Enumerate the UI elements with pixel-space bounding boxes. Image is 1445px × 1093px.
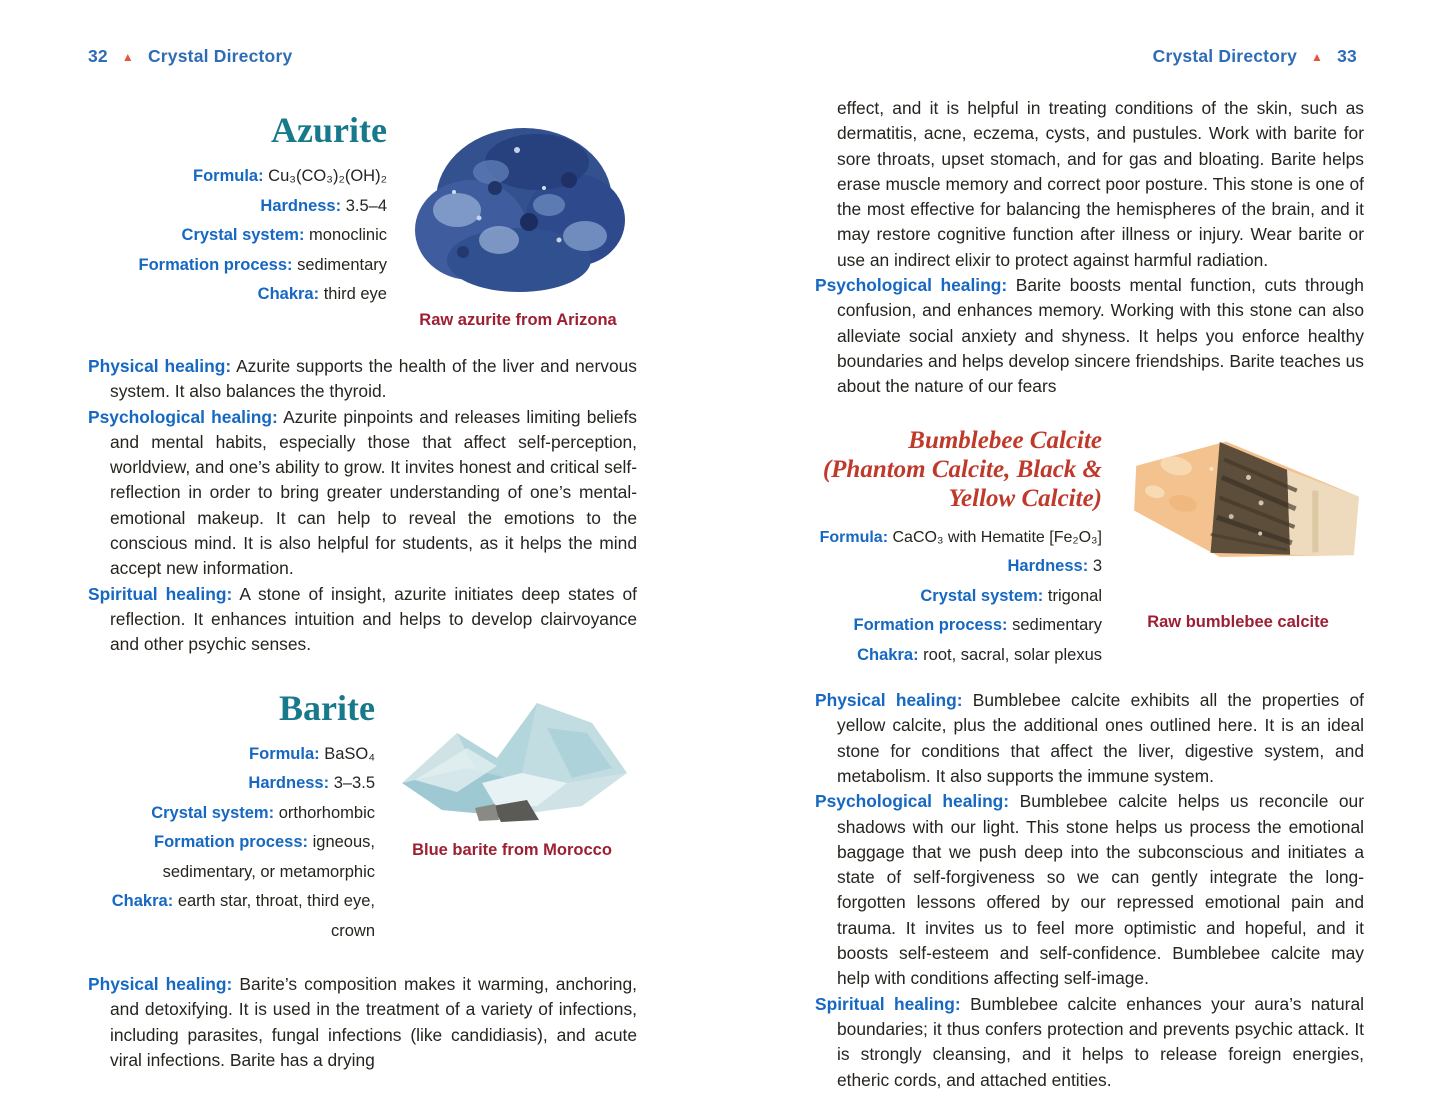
paragraph-text: Azurite pinpoints and releases limiting beliefs and mental habits, especially those that affect self-perception, worldview, and one’s ability to grow. It invites honest and critical self-reflection in order to bring greater understanding of one’s mental-emotional makeup. It can help to reveal the emotions to the conscious mind. It is also helpful for students, as it helps the mind accept new information. xyxy=(110,406,637,579)
bumblebee-caption: Raw bumblebee calcite xyxy=(1147,612,1329,631)
paragraph-text: Bumblebee calcite exhibits all the properties of yellow calcite, plus the additional ones outlined here. It is an ideal stone for conditions that affect the liver, digestive system, and metabolism. It also supports the immune system. xyxy=(837,690,1364,786)
paragraph-text: effect, and it is helpful in treating conditions of the skin, such as dermatitis, acne, eczema, cysts, and pustules. Work with barite for sore throats, upset stomach, and for gas and bloating. Barite helps erase muscle memory and correct poor posture. This stone is one of the most effective for balancing the hemispheres of the brain, and it may restore cognitive function after illness or injury. Wear barite or use an indirect elixir to protect against harmful radiation. xyxy=(837,98,1364,270)
property-value: root, sacral, solar plexus xyxy=(923,645,1102,664)
paragraph-label: Physical healing: xyxy=(88,356,232,376)
psychological-healing-paragraph xyxy=(815,273,1364,399)
barite-entry xyxy=(88,688,637,947)
continuation-paragraph xyxy=(815,96,1364,273)
property-line xyxy=(815,611,1102,641)
physical-healing-paragraph xyxy=(815,688,1364,789)
property-line xyxy=(88,769,375,799)
paragraph-label: Psychological healing: xyxy=(815,791,1010,812)
page-number-left: 32 xyxy=(88,46,108,66)
paragraph-text: Barite’s composition makes it warming, anchoring, and detoxifying. It is used in the treatment of a variety of infections, including parasites, fungal infections (like candidiasis), and acute viral infections. Barite has a drying xyxy=(110,974,637,1070)
property-label: Crystal system: xyxy=(181,226,305,244)
property-value: sedimentary xyxy=(297,255,387,274)
barite-caption: Blue barite from Morocco xyxy=(412,840,612,859)
barite-paragraphs-right xyxy=(815,96,1364,400)
property-value: 3–3.5 xyxy=(333,774,375,793)
left-page-column xyxy=(88,96,637,1073)
property-line xyxy=(88,162,387,192)
property-value: CaCO₃ with Hematite [Fe₂O₃] xyxy=(892,528,1102,546)
triangle-icon: ▲ xyxy=(1311,50,1324,64)
bumblebee-calcite-entry xyxy=(815,426,1364,671)
property-value: igneous, sedimentary, or metamorphic xyxy=(162,833,375,881)
property-label: Chakra: xyxy=(111,892,174,911)
property-value: 3.5–4 xyxy=(345,196,387,215)
page-number-right: 33 xyxy=(1337,46,1357,66)
psychological-healing-paragraph xyxy=(88,405,637,582)
property-label: Hardness: xyxy=(248,774,330,793)
page-header-left xyxy=(88,46,292,67)
azurite-entry xyxy=(88,110,637,330)
azurite-info xyxy=(88,110,387,330)
azurite-caption: Raw azurite from Arizona xyxy=(419,311,617,329)
barite-photo xyxy=(387,688,637,830)
paragraph-text: Bumblebee calcite helps us reconcile our shadows with our light. This stone helps us process the emotional baggage that we push deep into the subconscious and initiates a state of self-forgiveness so we can gently integrate the long-forgotten lessons offered by our repressed emotional pain and trauma. It invites us to feel more optimistic and hopeful, and it boosts self-esteem and self-confidence. Bumblebee calcite may help with conditions affecting self-image. xyxy=(837,791,1364,989)
property-value: 3 xyxy=(1092,557,1102,576)
paragraph-text: A stone of insight, azurite initiates deep states of reflection. It enhances intuition and helps to develop clairvoyance and other psychic senses. xyxy=(110,583,637,655)
physical-healing-paragraph xyxy=(88,972,637,1073)
triangle-icon: ▲ xyxy=(121,50,134,64)
running-title-right: Crystal Directory xyxy=(1152,46,1298,66)
azurite-photo xyxy=(399,110,637,300)
property-value: orthorhombic xyxy=(278,803,375,822)
azurite-figure xyxy=(399,110,637,330)
paragraph-text: Bumblebee calcite enhances your aura’s natural boundaries; it thus confers protection and prevents psychic attack. It is strongly cleansing, and it helps to release foreign energies, etheric cords, and attached entities. xyxy=(837,993,1364,1090)
bumblebee-calcite-photo xyxy=(1112,426,1364,602)
physical-healing-paragraph xyxy=(88,354,637,405)
paragraph-label: Spiritual healing: xyxy=(815,993,961,1014)
property-value: Cu₃(CO₃)₂(OH)₂ xyxy=(268,167,387,185)
property-label: Formation process: xyxy=(153,833,309,852)
property-label: Crystal system: xyxy=(151,803,275,822)
azurite-title: Azurite xyxy=(271,110,387,150)
spiritual-healing-paragraph xyxy=(815,992,1364,1093)
property-line xyxy=(815,523,1102,553)
property-value: sedimentary xyxy=(1012,616,1102,635)
bumblebee-paragraphs xyxy=(815,688,1364,1093)
property-value: earth star, throat, third eye, crown xyxy=(177,892,375,940)
barite-paragraphs-left xyxy=(88,972,637,1073)
paragraph-text: Barite boosts mental function, cuts through confusion, and enhances memory. Working with this stone can also alleviate social anxiety and shyness. It helps you enforce healthy boundaries and helps develop sincere friendships. Barite teaches us about the nature of our fears xyxy=(837,275,1364,397)
property-line xyxy=(88,251,387,281)
property-label: Formula: xyxy=(192,167,264,185)
paragraph-label: Psychological healing: xyxy=(88,406,278,427)
property-label: Hardness: xyxy=(260,196,342,215)
property-label: Chakra: xyxy=(857,645,919,664)
property-line xyxy=(88,192,387,222)
property-value: trigonal xyxy=(1047,586,1102,605)
azurite-paragraphs xyxy=(88,354,637,658)
paragraph-label: Physical healing: xyxy=(815,690,963,711)
property-line xyxy=(88,887,375,946)
bumblebee-info xyxy=(815,426,1102,671)
running-title-left: Crystal Directory xyxy=(147,46,293,66)
property-value: BaSO₄ xyxy=(324,744,375,763)
property-label: Formation process: xyxy=(853,616,1008,635)
property-label: Crystal system: xyxy=(920,586,1044,605)
barite-info xyxy=(88,688,375,947)
property-label: Hardness: xyxy=(1007,557,1089,576)
page-header-right xyxy=(1153,46,1357,67)
property-line xyxy=(815,582,1102,612)
property-line xyxy=(88,799,375,829)
property-label: Formula: xyxy=(249,744,320,763)
paragraph-text: Azurite supports the health of the liver and nervous system. It also balances the thyroid. xyxy=(110,356,638,402)
property-label: Chakra: xyxy=(257,285,320,303)
property-line xyxy=(88,828,375,887)
bumblebee-title: Bumblebee Calcite (Phantom Calcite, Black & Yellow Calcite) xyxy=(822,426,1102,512)
property-value: monoclinic xyxy=(309,226,387,244)
right-page-column xyxy=(815,96,1364,1093)
paragraph-label: Physical healing: xyxy=(88,974,233,995)
property-line xyxy=(88,740,375,770)
paragraph-label: Psychological healing: xyxy=(815,275,1008,296)
property-label: Formula: xyxy=(819,528,889,546)
property-value: third eye xyxy=(323,285,387,303)
psychological-healing-paragraph xyxy=(815,789,1364,991)
bumblebee-figure xyxy=(1112,426,1364,671)
spiritual-healing-paragraph xyxy=(88,582,637,658)
property-line xyxy=(88,221,387,251)
barite-title: Barite xyxy=(279,687,375,728)
property-line xyxy=(815,641,1102,671)
property-line xyxy=(88,280,387,310)
property-label: Formation process: xyxy=(138,255,293,274)
barite-figure xyxy=(387,688,637,947)
property-line xyxy=(815,552,1102,582)
paragraph-label: Spiritual healing: xyxy=(88,583,233,604)
